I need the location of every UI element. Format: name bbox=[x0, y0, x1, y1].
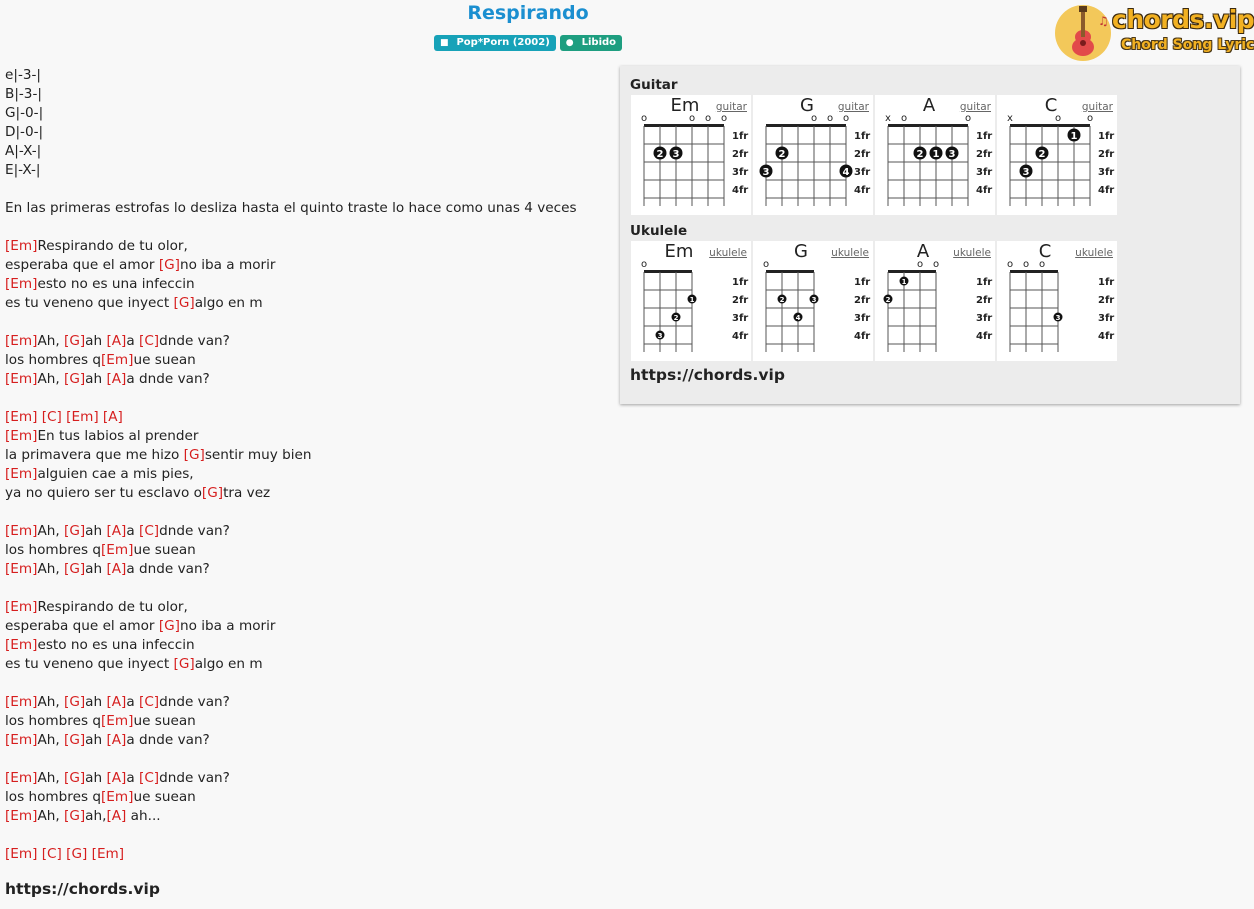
finger-number: 1 bbox=[932, 149, 940, 160]
footer-url[interactable]: https://chords.vip bbox=[5, 880, 160, 898]
instrument-link[interactable]: guitar bbox=[837, 101, 869, 113]
lyric-line bbox=[5, 560, 613, 579]
lyric-text: Ah, bbox=[37, 561, 65, 577]
chord-diagram-ukulele-a[interactable] bbox=[875, 241, 995, 361]
lyric-line bbox=[5, 598, 613, 617]
chord-diagram-guitar-a[interactable] bbox=[875, 95, 995, 215]
open-string-marker: o bbox=[932, 259, 940, 270]
lyric-line bbox=[5, 712, 613, 731]
chord-name: Em bbox=[670, 95, 700, 116]
fret-label: 1fr bbox=[854, 277, 871, 288]
lyric-text: E|-X-| bbox=[5, 162, 41, 178]
chord-marker[interactable]: [A] bbox=[106, 732, 127, 748]
logo-wordmark: chords.vip bbox=[1112, 5, 1254, 34]
chord-marker[interactable]: [Em] bbox=[101, 789, 134, 805]
svg-text:♫: ♫ bbox=[1098, 14, 1109, 28]
lyric-text: Ah, bbox=[37, 732, 65, 748]
lyric-text: Respirando de tu olor, bbox=[37, 599, 188, 615]
lyric-line bbox=[5, 465, 613, 484]
chord-name: G bbox=[800, 95, 814, 116]
lyric-text: Respirando de tu olor, bbox=[37, 238, 188, 254]
chord-marker[interactable]: [G] bbox=[183, 447, 205, 463]
lyric-text: sentir muy bien bbox=[204, 447, 312, 463]
ukulele-section-title: Ukulele bbox=[630, 223, 688, 239]
open-string-marker: o bbox=[1022, 259, 1030, 270]
lyric-text: ue suean bbox=[133, 713, 196, 729]
lyric-text: dnde van? bbox=[159, 694, 230, 710]
lyric-line bbox=[5, 370, 613, 389]
finger-number: 2 bbox=[656, 149, 664, 160]
lyric-text: a bbox=[126, 523, 140, 539]
chord-diagram-guitar-c[interactable] bbox=[997, 95, 1117, 215]
lyric-line bbox=[5, 199, 613, 218]
lyric-text: Ah, bbox=[37, 808, 65, 824]
lyric-line bbox=[5, 142, 613, 161]
chord-marker[interactable]: [Em] bbox=[5, 770, 38, 786]
finger-number: 3 bbox=[1022, 167, 1030, 178]
open-string-marker: o bbox=[964, 113, 972, 124]
fret-label: 2fr bbox=[732, 295, 749, 306]
chord-name: C bbox=[1044, 95, 1058, 116]
lyric-text: ue suean bbox=[133, 352, 196, 368]
fret-label: 1fr bbox=[732, 277, 749, 288]
lyric-line bbox=[5, 541, 613, 560]
lyric-line bbox=[5, 617, 613, 636]
lyric-line bbox=[5, 313, 613, 332]
lyric-line bbox=[5, 446, 613, 465]
chord-diagram-guitar-g[interactable] bbox=[753, 95, 873, 215]
fret-label: 4fr bbox=[1098, 185, 1115, 196]
lyric-text: Ah, bbox=[37, 770, 65, 786]
fret-label: 1fr bbox=[1098, 277, 1115, 288]
open-string-marker: o bbox=[1038, 259, 1046, 270]
chord-diagram-ukulele-em[interactable] bbox=[631, 241, 751, 361]
chord-marker[interactable]: [G] bbox=[64, 561, 86, 577]
finger-number: 1 bbox=[901, 278, 907, 286]
lyric-text: dnde van? bbox=[159, 770, 230, 786]
fret-nut bbox=[1010, 270, 1058, 273]
lyric-text: ah bbox=[85, 770, 107, 786]
lyric-line bbox=[5, 66, 613, 85]
chord-marker[interactable]: [A] bbox=[106, 770, 127, 786]
chord-marker[interactable]: [C] bbox=[139, 333, 160, 349]
instrument-link[interactable]: guitar bbox=[715, 101, 747, 113]
open-string-marker: o bbox=[704, 113, 712, 124]
fret-label: 4fr bbox=[976, 185, 993, 196]
chord-marker[interactable]: [Em] bbox=[5, 523, 38, 539]
lyric-text: esto no es una infeccin bbox=[37, 637, 195, 653]
lyric-text: no iba a morir bbox=[179, 257, 276, 273]
finger-number: 3 bbox=[657, 332, 663, 340]
chord-marker[interactable]: [Em] bbox=[101, 352, 134, 368]
open-string-marker: o bbox=[688, 113, 696, 124]
fret-label: 3fr bbox=[1098, 313, 1115, 324]
chord-marker[interactable]: [Em] bbox=[5, 637, 38, 653]
lyric-text: ah bbox=[85, 333, 107, 349]
lyric-line bbox=[5, 275, 613, 294]
fret-label: 2fr bbox=[976, 149, 993, 160]
chord-marker[interactable]: [A] bbox=[106, 333, 127, 349]
lyric-line bbox=[5, 636, 613, 655]
finger-number: 2 bbox=[779, 296, 785, 304]
fret-label: 1fr bbox=[976, 131, 993, 142]
lyric-line bbox=[5, 807, 613, 826]
chord-marker[interactable]: [G] bbox=[158, 618, 180, 634]
chord-marker[interactable]: [Em] bbox=[101, 542, 134, 558]
fret-label: 3fr bbox=[976, 167, 993, 178]
fret-nut bbox=[888, 124, 968, 127]
chord-marker[interactable]: [G] bbox=[173, 656, 195, 672]
chord-diagram-ukulele-g[interactable] bbox=[753, 241, 873, 361]
lyric-text: ah, bbox=[85, 808, 107, 824]
lyric-line bbox=[5, 731, 613, 750]
fret-label: 3fr bbox=[732, 167, 749, 178]
lyric-line bbox=[5, 522, 613, 541]
chord-marker[interactable]: [Em] bbox=[101, 713, 134, 729]
lyric-text: ah bbox=[85, 371, 107, 387]
lyric-line bbox=[5, 693, 613, 712]
fret-nut bbox=[644, 124, 724, 127]
lyric-text: ah bbox=[85, 732, 107, 748]
lyric-line bbox=[5, 294, 613, 313]
finger-number: 2 bbox=[778, 149, 786, 160]
chord-marker[interactable]: [A] bbox=[106, 694, 127, 710]
lyric-line bbox=[5, 104, 613, 123]
lyric-line bbox=[5, 769, 613, 788]
fret-label: 3fr bbox=[976, 313, 993, 324]
lyric-line bbox=[5, 427, 613, 446]
fret-nut bbox=[766, 124, 846, 127]
lyric-line bbox=[5, 826, 613, 845]
lyric-text: los hombres q bbox=[5, 713, 101, 729]
chord-marker[interactable]: [Em] [C] [Em] [A] bbox=[5, 409, 123, 425]
lyric-text: es tu veneno que inyect bbox=[5, 295, 174, 311]
lyric-text: a dnde van? bbox=[126, 371, 210, 387]
lyric-text: esto no es una infeccin bbox=[37, 276, 195, 292]
lyric-text: es tu veneno que inyect bbox=[5, 656, 174, 672]
chord-marker[interactable]: [A] bbox=[106, 371, 127, 387]
instrument-link[interactable]: ukulele bbox=[1075, 247, 1113, 259]
chord-marker[interactable]: [G] bbox=[201, 485, 224, 501]
fret-label: 3fr bbox=[732, 313, 749, 324]
instrument-link[interactable]: guitar bbox=[1081, 101, 1113, 113]
open-string-marker: o bbox=[640, 113, 648, 124]
fret-nut bbox=[766, 270, 814, 273]
chord-marker[interactable]: [G] bbox=[158, 257, 180, 273]
finger-number: 3 bbox=[811, 296, 817, 304]
chord-marker[interactable]: [G] bbox=[64, 732, 86, 748]
fret-label: 3fr bbox=[1098, 167, 1115, 178]
lyric-text: dnde van? bbox=[159, 523, 230, 539]
lyric-line bbox=[5, 351, 613, 370]
open-string-marker: o bbox=[1006, 259, 1014, 270]
fret-label: 4fr bbox=[854, 185, 871, 196]
guitar-section-title: Guitar bbox=[630, 77, 678, 93]
chord-marker[interactable]: [Em] bbox=[5, 276, 38, 292]
book-icon: ■ bbox=[439, 38, 449, 48]
lyric-text: G|-0-| bbox=[5, 105, 44, 121]
lyric-line bbox=[5, 484, 613, 503]
chord-marker[interactable]: [Em] bbox=[5, 599, 38, 615]
lyric-text: ah bbox=[85, 523, 107, 539]
open-string-marker: o bbox=[640, 259, 648, 270]
lyric-text: ue suean bbox=[133, 542, 196, 558]
instrument-link[interactable]: ukulele bbox=[831, 247, 869, 259]
chord-marker[interactable]: [Em] bbox=[5, 466, 38, 482]
open-string-marker: o bbox=[1086, 113, 1094, 124]
chord-marker[interactable]: [Em] bbox=[5, 561, 38, 577]
lyric-text: los hombres q bbox=[5, 352, 101, 368]
lyric-line bbox=[5, 332, 613, 351]
fret-label: 4fr bbox=[1098, 331, 1115, 342]
lyric-text: no iba a morir bbox=[179, 618, 276, 634]
muted-string-marker: x bbox=[1007, 113, 1013, 124]
lyric-line bbox=[5, 218, 613, 237]
chord-name: Em bbox=[664, 241, 694, 262]
open-string-marker: o bbox=[762, 259, 770, 270]
lyric-line bbox=[5, 655, 613, 674]
lyric-text: Ah, bbox=[37, 523, 65, 539]
chord-marker[interactable]: [G] bbox=[64, 770, 86, 786]
lyric-line bbox=[5, 256, 613, 275]
chord-marker[interactable]: [Em] bbox=[5, 428, 38, 444]
chord-marker[interactable]: [G] bbox=[64, 523, 86, 539]
lyric-text: algo en m bbox=[194, 656, 263, 672]
fret-label: 1fr bbox=[854, 131, 871, 142]
lyric-line bbox=[5, 579, 613, 598]
finger-number: 3 bbox=[1055, 314, 1061, 322]
instrument-link[interactable]: guitar bbox=[959, 101, 991, 113]
lyric-text: Ah, bbox=[37, 333, 65, 349]
artist-label: Libido bbox=[581, 37, 617, 48]
lyric-text: En tus labios al prender bbox=[37, 428, 199, 444]
finger-number: 4 bbox=[795, 314, 801, 322]
fret-label: 2fr bbox=[732, 149, 749, 160]
lyric-text: tra vez bbox=[223, 485, 271, 501]
chord-marker[interactable]: [Em] bbox=[5, 694, 38, 710]
open-string-marker: o bbox=[826, 113, 834, 124]
open-string-marker: o bbox=[900, 113, 908, 124]
fret-label: 2fr bbox=[976, 295, 993, 306]
lyric-line bbox=[5, 180, 613, 199]
fret-nut bbox=[1010, 124, 1090, 127]
chord-marker[interactable]: [G] bbox=[173, 295, 195, 311]
lyric-line bbox=[5, 389, 613, 408]
finger-number: 4 bbox=[842, 167, 850, 178]
chord-marker[interactable]: [Em] bbox=[5, 238, 38, 254]
site-logo[interactable] bbox=[1054, 3, 1254, 63]
lyric-text: la primavera que me hizo bbox=[5, 447, 184, 463]
chord-diagram-guitar-em[interactable] bbox=[631, 95, 751, 215]
fret-label: 2fr bbox=[854, 149, 871, 160]
open-string-marker: o bbox=[842, 113, 850, 124]
finger-number: 2 bbox=[1038, 149, 1046, 160]
finger-number: 2 bbox=[673, 314, 679, 322]
finger-number: 3 bbox=[948, 149, 956, 160]
chord-marker[interactable]: [Em] bbox=[5, 732, 38, 748]
lyric-line bbox=[5, 503, 613, 522]
chord-marker[interactable]: [A] bbox=[106, 561, 127, 577]
fret-label: 1fr bbox=[976, 277, 993, 288]
fret-label: 2fr bbox=[854, 295, 871, 306]
user-icon: ● bbox=[565, 38, 574, 48]
lyric-line bbox=[5, 85, 613, 104]
lyric-text: a dnde van? bbox=[126, 732, 210, 748]
fret-label: 1fr bbox=[732, 131, 749, 142]
artist-badge[interactable] bbox=[560, 35, 622, 51]
lyric-line bbox=[5, 788, 613, 807]
chord-name: A bbox=[922, 95, 936, 116]
logo-tagline: Chord Song Lyric bbox=[1121, 37, 1254, 53]
fret-label: 3fr bbox=[854, 167, 871, 178]
chord-name: G bbox=[794, 241, 808, 262]
album-badge[interactable] bbox=[434, 35, 556, 51]
chord-marker[interactable]: [Em] [C] [G] [Em] bbox=[5, 846, 125, 862]
guitar-icon bbox=[1054, 3, 1112, 63]
open-string-marker: o bbox=[1054, 113, 1062, 124]
chord-marker[interactable]: [A] bbox=[106, 523, 127, 539]
lyric-text: Ah, bbox=[37, 371, 65, 387]
fret-label: 3fr bbox=[854, 313, 871, 324]
lyric-text: D|-0-| bbox=[5, 124, 44, 140]
finger-number: 3 bbox=[762, 167, 770, 178]
chord-marker[interactable]: [C] bbox=[139, 694, 160, 710]
chord-marker[interactable]: [Em] bbox=[5, 333, 38, 349]
instrument-link[interactable]: ukulele bbox=[953, 247, 991, 259]
fret-label: 2fr bbox=[1098, 149, 1115, 160]
lyric-line bbox=[5, 750, 613, 769]
muted-string-marker: x bbox=[885, 113, 891, 124]
lyric-text: ah... bbox=[126, 808, 161, 824]
open-string-marker: o bbox=[720, 113, 728, 124]
lyric-text: esperaba que el amor bbox=[5, 257, 159, 273]
album-label: Pop*Porn (2002) bbox=[456, 37, 550, 48]
chord-name: C bbox=[1038, 241, 1052, 262]
chord-marker[interactable]: [G] bbox=[64, 694, 86, 710]
chord-name: A bbox=[916, 241, 930, 262]
lyric-text: e|-3-| bbox=[5, 67, 41, 83]
lyric-text: dnde van? bbox=[159, 333, 230, 349]
lyric-text: los hombres q bbox=[5, 542, 101, 558]
lyric-text: esperaba que el amor bbox=[5, 618, 159, 634]
lyric-text: a bbox=[126, 694, 140, 710]
song-badges bbox=[0, 35, 1056, 51]
lyric-line bbox=[5, 161, 613, 180]
lyric-text: alguien cae a mis pies, bbox=[37, 466, 194, 482]
panel-url[interactable]: https://chords.vip bbox=[630, 366, 785, 384]
fret-nut bbox=[888, 270, 936, 273]
lyric-text: B|-3-| bbox=[5, 86, 42, 102]
fret-label: 1fr bbox=[1098, 131, 1115, 142]
fret-nut bbox=[644, 270, 692, 273]
lyric-text: a dnde van? bbox=[126, 561, 210, 577]
chord-marker[interactable]: [Em] bbox=[5, 371, 38, 387]
fret-label: 4fr bbox=[732, 185, 749, 196]
chord-marker[interactable]: [Em] bbox=[5, 808, 38, 824]
open-string-marker: o bbox=[916, 259, 924, 270]
lyric-line bbox=[5, 674, 613, 693]
chord-marker[interactable]: [G] bbox=[64, 333, 86, 349]
instrument-link[interactable]: ukulele bbox=[709, 247, 747, 259]
chord-marker[interactable]: [G] bbox=[64, 371, 86, 387]
lyric-text: a bbox=[126, 333, 140, 349]
chord-marker[interactable]: [C] bbox=[139, 770, 160, 786]
finger-number: 1 bbox=[689, 296, 695, 304]
lyric-text: ah bbox=[85, 694, 107, 710]
song-title: Respirando bbox=[467, 2, 589, 24]
chord-marker[interactable]: [A] bbox=[106, 808, 127, 824]
lyric-text: A|-X-| bbox=[5, 143, 42, 159]
lyric-text: En las primeras estrofas lo desliza hasta el quinto traste lo hace como unas 4 veces bbox=[5, 200, 577, 216]
fret-label: 4fr bbox=[854, 331, 871, 342]
lyric-line bbox=[5, 845, 613, 864]
chord-diagram-panel bbox=[620, 66, 1240, 404]
lyric-text: ah bbox=[85, 561, 107, 577]
fret-label: 4fr bbox=[732, 331, 749, 342]
lyrics-body bbox=[5, 66, 613, 864]
lyric-text: los hombres q bbox=[5, 789, 101, 805]
lyric-text: ya no quiero ser tu esclavo o bbox=[5, 485, 202, 501]
open-string-marker: o bbox=[810, 113, 818, 124]
fret-label: 2fr bbox=[1098, 295, 1115, 306]
chord-marker[interactable]: [G] bbox=[64, 808, 86, 824]
lyric-text: ue suean bbox=[133, 789, 196, 805]
lyric-text: Ah, bbox=[37, 694, 65, 710]
lyric-text: algo en m bbox=[194, 295, 263, 311]
lyric-line bbox=[5, 408, 613, 427]
finger-number: 1 bbox=[1070, 131, 1078, 142]
finger-number: 3 bbox=[672, 149, 680, 160]
chord-diagram-ukulele-c[interactable] bbox=[997, 241, 1117, 361]
finger-number: 2 bbox=[916, 149, 924, 160]
chord-marker[interactable]: [C] bbox=[139, 523, 160, 539]
lyric-line bbox=[5, 123, 613, 142]
fret-label: 4fr bbox=[976, 331, 993, 342]
lyric-text: a bbox=[126, 770, 140, 786]
lyric-line bbox=[5, 237, 613, 256]
finger-number: 2 bbox=[885, 296, 891, 304]
